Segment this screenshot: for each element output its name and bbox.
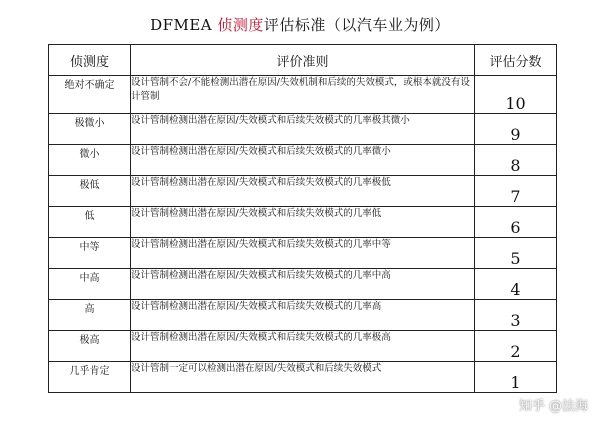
criteria-cell: 设计管制检测出潜在原因/失效模式和后续失效模式的几率低 — [131, 207, 475, 238]
table-row — [49, 176, 557, 207]
score-cell: 7 — [475, 176, 557, 207]
detection-level-cell: 绝对不确定 — [49, 76, 131, 114]
detection-rating-table — [48, 44, 557, 393]
table-row — [49, 331, 557, 362]
title-prefix: DFMEA — [150, 16, 218, 34]
score-cell: 10 — [475, 76, 557, 114]
score-cell: 2 — [475, 331, 557, 362]
table-row — [49, 145, 557, 176]
header-criteria: 评价准则 — [131, 45, 475, 76]
table-row — [49, 300, 557, 331]
table-row — [49, 114, 557, 145]
zhihu-watermark: 知乎 @法海 — [518, 399, 588, 414]
document-title — [0, 14, 600, 35]
table-row — [49, 207, 557, 238]
table-row — [49, 76, 557, 114]
score-cell: 6 — [475, 207, 557, 238]
table-header-row — [49, 45, 557, 76]
score-cell: 3 — [475, 300, 557, 331]
criteria-cell: 设计管制检测出潜在原因/失效模式和后续失效模式的几率极高 — [131, 331, 475, 362]
criteria-cell: 设计管制检测出潜在原因/失效模式和后续失效模式的几率中等 — [131, 238, 475, 269]
detection-level-cell: 高 — [49, 300, 131, 331]
score-cell: 9 — [475, 114, 557, 145]
criteria-cell: 设计管制不会/不能检测出潜在原因/失效机制和后续的失效模式，或根本就没有设计管制 — [131, 76, 475, 114]
detection-level-cell: 微小 — [49, 145, 131, 176]
table-row — [49, 362, 557, 393]
detection-level-cell: 极低 — [49, 176, 131, 207]
criteria-cell: 设计管制检测出潜在原因/失效模式和后续失效模式的几率微小 — [131, 145, 475, 176]
score-cell: 4 — [475, 269, 557, 300]
score-cell: 1 — [475, 362, 557, 393]
score-cell: 8 — [475, 145, 557, 176]
detection-level-cell: 中高 — [49, 269, 131, 300]
header-detection: 侦测度 — [49, 45, 131, 76]
criteria-cell: 设计管制一定可以检测出潜在原因/失效模式和后续失效模式 — [131, 362, 475, 393]
title-highlight: 侦测度 — [217, 16, 264, 34]
title-suffix: 评估标准（以汽车业为例） — [263, 16, 450, 34]
criteria-cell: 设计管制检测出潜在原因/失效模式和后续失效模式的几率高 — [131, 300, 475, 331]
table-row — [49, 269, 557, 300]
header-score: 评估分数 — [475, 45, 557, 76]
criteria-cell: 设计管制检测出潜在原因/失效模式和后续失效模式的几率极低 — [131, 176, 475, 207]
detection-level-cell: 几乎肯定 — [49, 362, 131, 393]
detection-level-cell: 极高 — [49, 331, 131, 362]
detection-level-cell: 极微小 — [49, 114, 131, 145]
detection-level-cell: 低 — [49, 207, 131, 238]
table-row — [49, 238, 557, 269]
criteria-cell: 设计管制检测出潜在原因/失效模式和后续失效模式的几率极其微小 — [131, 114, 475, 145]
criteria-cell: 设计管制检测出潜在原因/失效模式和后续失效模式的几率中高 — [131, 269, 475, 300]
score-cell: 5 — [475, 238, 557, 269]
detection-level-cell: 中等 — [49, 238, 131, 269]
